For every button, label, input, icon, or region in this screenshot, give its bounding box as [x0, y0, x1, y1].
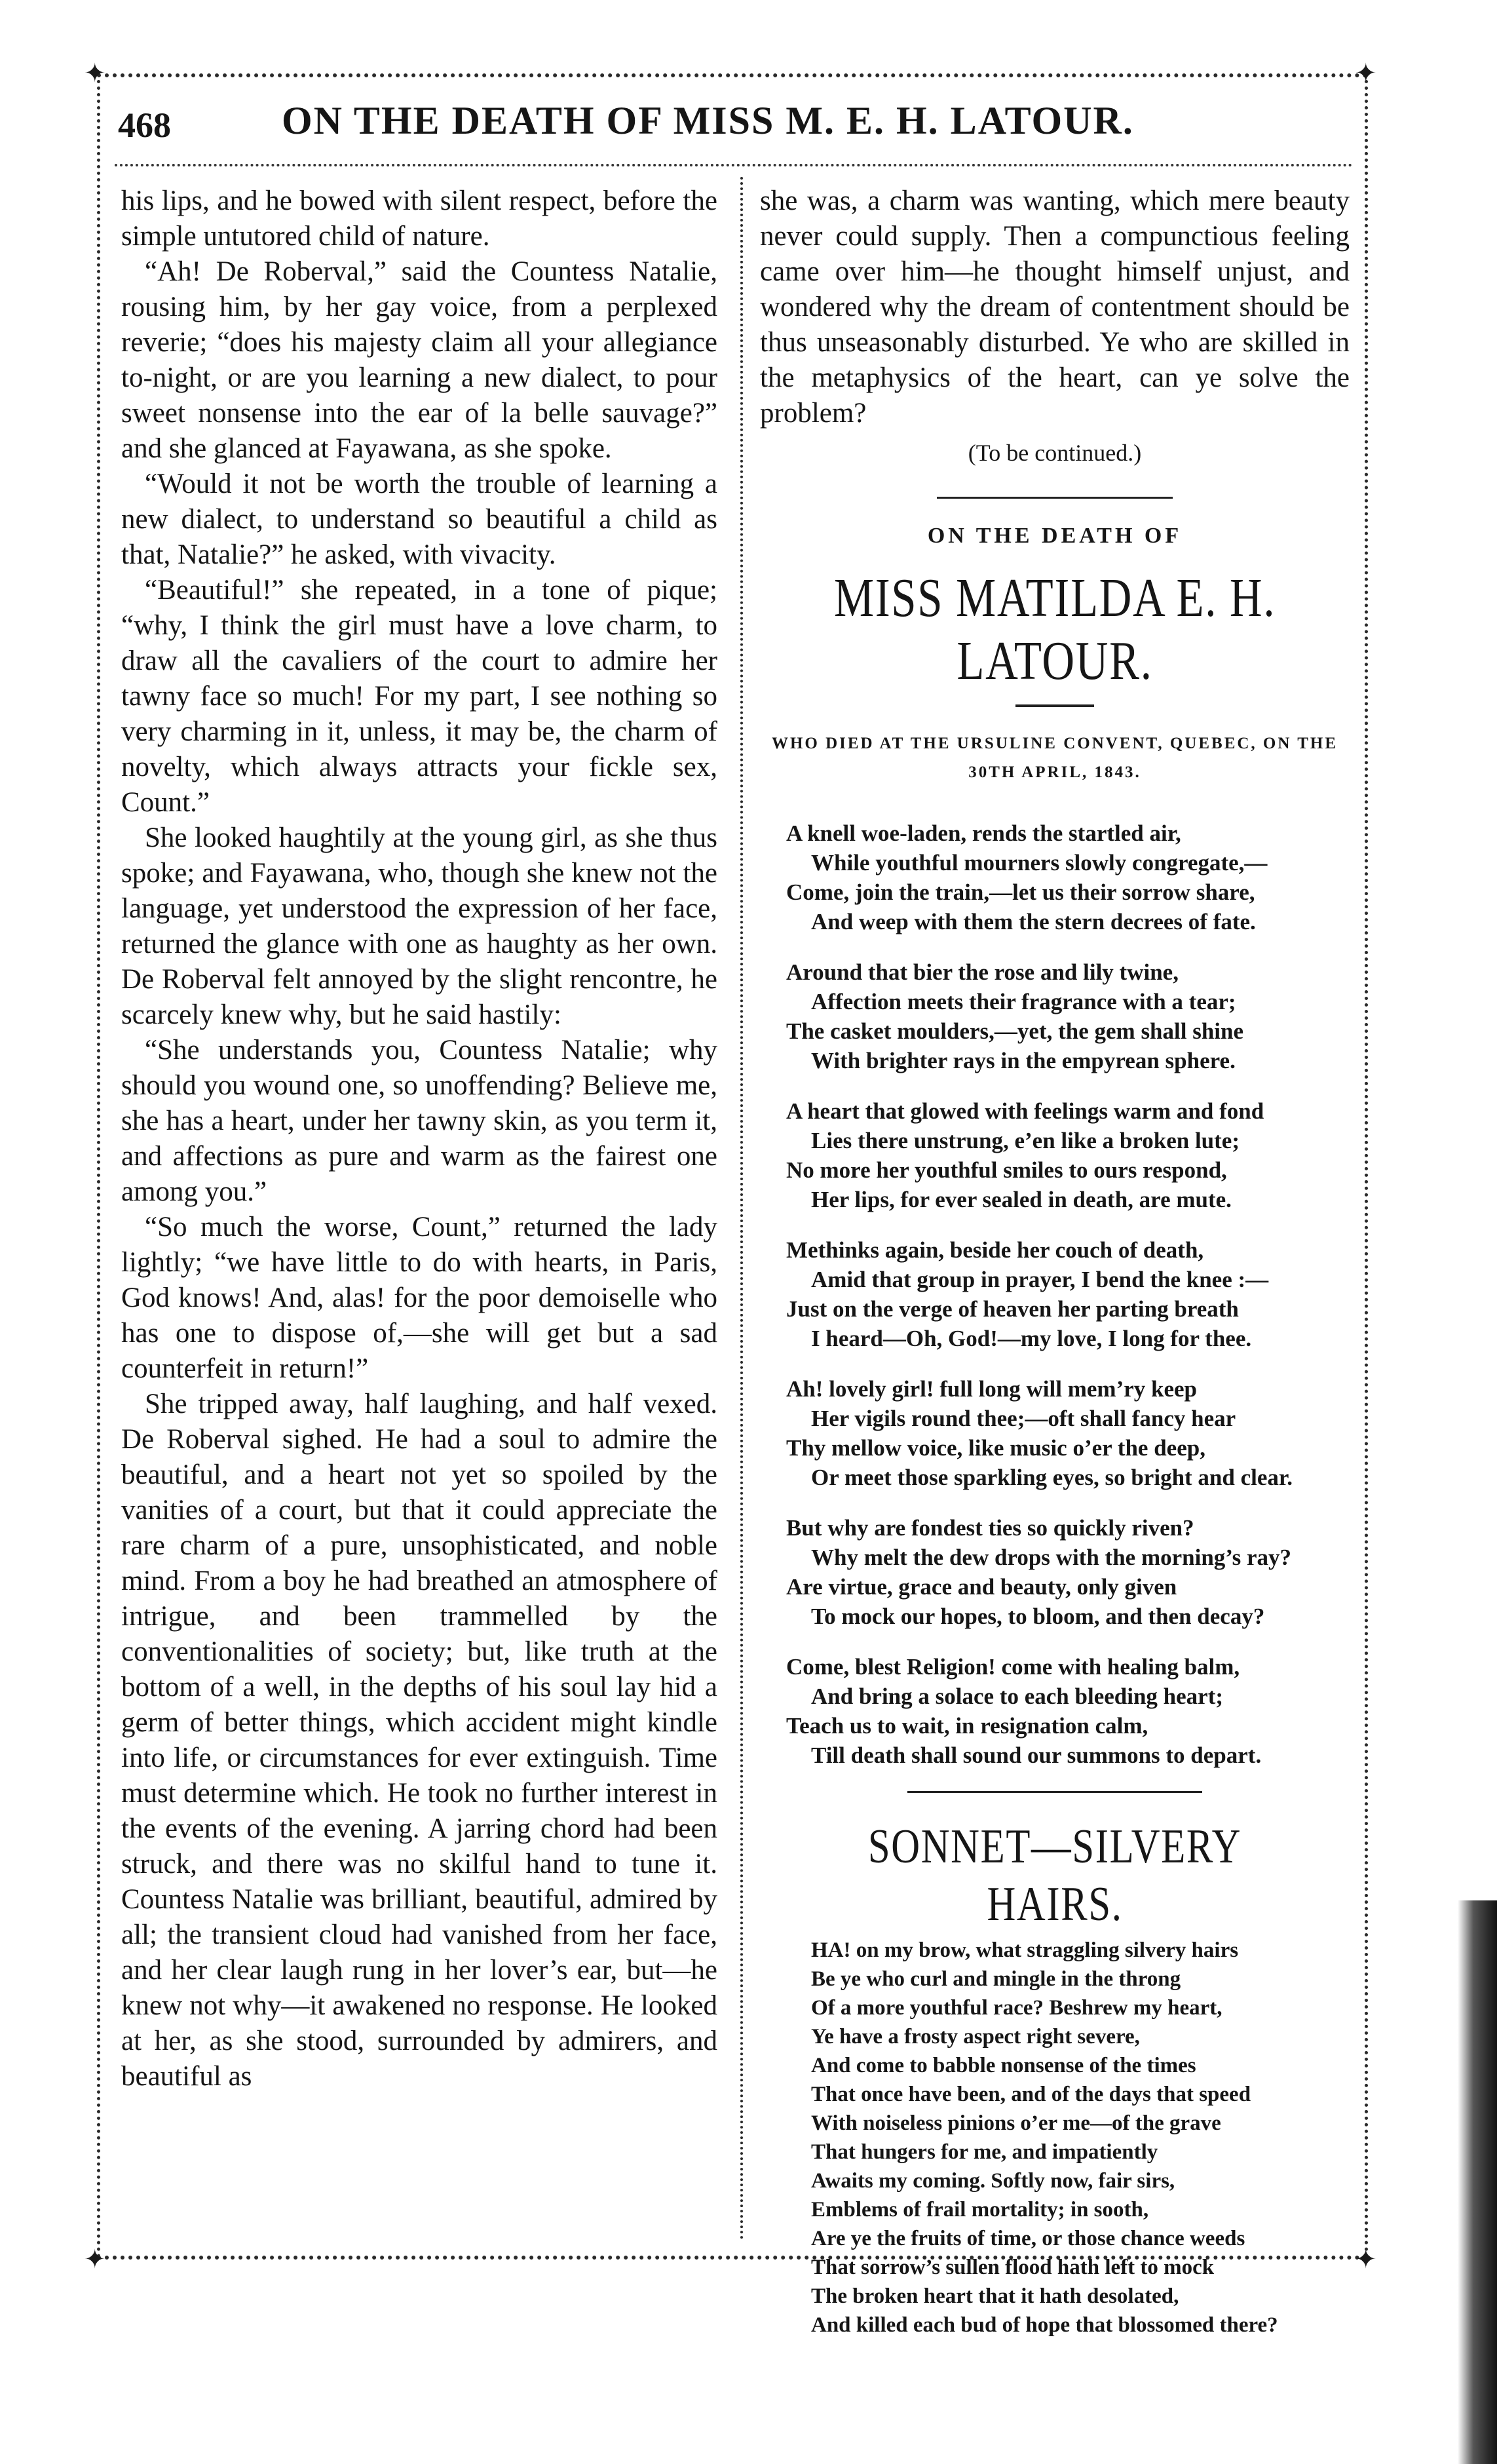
sonnet-line: The broken heart that it hath desolated, — [811, 2284, 1179, 2308]
poem-line: Teach us to wait, in resignation calm, — [786, 1713, 1148, 1739]
poem-stanza — [786, 1652, 1350, 1770]
poem-line: Ah! lovely girl! full long will mem’ry keep — [786, 1376, 1198, 1402]
poem-line: Her lips, for ever sealed in death, are mute. — [811, 1187, 1232, 1212]
poem-stanzas — [760, 818, 1350, 1770]
paragraph: She tripped away, half laughing, and half vexed. De Roberval sighed. He had a soul to admire the beautiful, and a heart not yet so spoiled by the vanities of a court, but that it could appreciate the rare charm of a pure, unsophisticated, and noble mind. From a boy he had breathed an atmosphere of intrigue, and been trammelled by the conventionalities of society; but, like truth at the bottom of a well, in the depths of his soul lay hid a germ of better things, which accident might kindle into life, or circumstances for ever extinguish. Time must determine which. He took no further interest in the events of the evening. A jarring chord had been struck, and there was no skilful hand to tune it. Countess Natalie was brilliant, beautiful, admired by all; the transient cloud had vanished from her face, and her clear laugh rung in her lover’s ear, but—he knew not why—it awakened no response. He looked at her, as she stood, surrounded by admirers, and beautiful as — [121, 1389, 717, 2092]
sonnet-line: Be ye who curl and mingle in the throng — [811, 1967, 1181, 1991]
poem-line: Till death shall sound our summons to depart. — [811, 1742, 1262, 1768]
poem-stanza — [786, 1513, 1350, 1631]
title-rule — [1015, 704, 1094, 707]
sonnet-title: SONNET—SILVERY HAIRS. — [867, 1820, 1242, 1931]
paragraph: “Would it not be worth the trouble of learning a new dialect, to understand so beautiful a child as that, Natalie?” he asked, with vivacity. — [121, 469, 717, 570]
poem-title: MISS MATILDA E. H. LATOUR. — [833, 568, 1276, 691]
poem-line: The casket moulders,—yet, the gem shall shine — [786, 1018, 1244, 1044]
poem-line: Come, join the train,—let us their sorrow share, — [786, 879, 1255, 905]
sonnet-line: And killed each bud of hope that blossomed there? — [811, 2313, 1278, 2337]
poem-line: Around that bier the rose and lily twine, — [786, 959, 1179, 985]
sonnet-line: That once have been, and of the days that speed — [811, 2083, 1251, 2106]
sonnet-line: HA! on my brow, what straggling silvery hairs — [811, 1938, 1239, 1962]
poem-line: I heard—Oh, God!—my love, I long for thee. — [811, 1326, 1252, 1351]
corner-ornament-icon: ✦ — [1355, 58, 1377, 88]
sonnet-body — [811, 1936, 1350, 2339]
paragraph: She looked haughtily at the young girl, as she thus spoke; and Fayawana, who, though she knew not the language, yet understood the expression of her face, returned the glance with one as haughty as her own. De Roberval felt annoyed by the slight rencontre, he scarcely knew why, but he said hastily: — [121, 822, 717, 1030]
poem-subtitle-line: 30TH APRIL, 1843. — [968, 763, 1141, 781]
poem-line: Lies there unstrung, e’en like a broken lute; — [811, 1128, 1240, 1153]
poem-line: No more her youthful smiles to ours respond, — [786, 1157, 1227, 1183]
paragraph: “She understands you, Countess Natalie; why should you wound one, so unoffending? Believe me, she has a heart, under her tawny skin, as you term it, and affections as pure and warm as the fairest one among you.” — [121, 1035, 717, 1207]
poem-line: A knell woe-laden, rends the startled air, — [786, 820, 1181, 846]
paragraph: his lips, and he bowed with silent respect, before the simple untutored child of nature. — [121, 185, 717, 252]
poem-subtitle — [760, 729, 1350, 787]
paragraph: “So much the worse, Count,” returned the lady lightly; “we have little to do with hearts, in Paris, God knows! And, alas! for the poor demoiselle who has one to dispose of,—she will get but a sad counterfeit in return!” — [121, 1212, 717, 1384]
paragraph: “Beautiful!” she repeated, in a tone of pique; “why, I think the girl must have a love charm, to draw all the cavaliers of the court to admire her tawny face so much! For my part, I see nothing so very charming in it, unless, it may be, the charm of novelty, which always attracts your fickle sex, Count.” — [121, 575, 717, 818]
poem-stanza — [786, 818, 1350, 936]
to-be-continued: (To be continued.) — [968, 440, 1142, 466]
sonnet-line: And come to babble nonsense of the times — [811, 2054, 1196, 2077]
header-rule — [115, 164, 1353, 166]
sonnet-line: Are ye the fruits of time, or those chance weeds — [811, 2227, 1245, 2250]
poem-line: Or meet those sparkling eyes, so bright and clear. — [811, 1465, 1293, 1490]
poem-line: With brighter rays in the empyrean sphere. — [811, 1048, 1236, 1073]
sonnet-line: That sorrow’s sullen flood hath left to mock — [811, 2256, 1215, 2279]
left-column — [121, 183, 717, 2094]
sonnet-line: Emblems of frail mortality; in sooth, — [811, 2198, 1149, 2222]
right-column — [760, 183, 1350, 2339]
poem-line: Amid that group in prayer, I bend the knee :— — [811, 1267, 1269, 1292]
poem-line: And weep with them the stern decrees of fate. — [811, 909, 1256, 934]
poem-line: Are virtue, grace and beauty, only given — [786, 1574, 1177, 1600]
poem-line: Methinks again, beside her couch of death, — [786, 1237, 1204, 1263]
poem-line: And bring a solace to each bleeding heart; — [811, 1684, 1224, 1709]
column-divider — [740, 177, 743, 2241]
page-number: 468 — [118, 106, 171, 145]
poem-line: While youthful mourners slowly congregate,— — [811, 850, 1268, 876]
poem-line: A heart that glowed with feelings warm and fond — [786, 1098, 1264, 1124]
poem-kicker: ON THE DEATH OF — [927, 524, 1183, 548]
corner-ornament-icon: ✦ — [1355, 2244, 1377, 2274]
sonnet-line: With noiseless pinions o’er me—of the grave — [811, 2111, 1221, 2135]
story-continuation: she was, a charm was wanting, which mere beauty never could supply. Then a compunctious feeling came over him—he thought himself unjust, and wondered why the dream of contentment should be thus unseasonably disturbed. Ye who are skilled in the metaphysics of the heart, can ye solve the problem? — [760, 185, 1350, 429]
poem-line: To mock our hopes, to bloom, and then decay? — [811, 1604, 1265, 1629]
poem-line: Her vigils round thee;—oft shall fancy hear — [811, 1406, 1236, 1431]
sonnet-line: Ye have a frosty aspect right severe, — [811, 2025, 1140, 2049]
poem-line: Come, blest Religion! come with healing balm, — [786, 1654, 1240, 1680]
poem-stanza — [786, 1096, 1350, 1214]
running-title: ON THE DEATH OF MISS M. E. H. LATOUR. — [282, 99, 1134, 142]
book-spine-shadow — [1458, 1900, 1497, 2464]
poem-line: Affection meets their fragrance with a tear; — [811, 989, 1236, 1014]
poem-line: Just on the verge of heaven her parting breath — [786, 1296, 1239, 1322]
poem-subtitle-line: WHO DIED AT THE URSULINE CONVENT, QUEBEC, ON THE — [771, 735, 1338, 752]
sonnet-line: Of a more youthful race? Beshrew my heart, — [811, 1996, 1222, 2020]
sonnet-line: That hungers for me, and impatiently — [811, 2140, 1158, 2164]
sonnet-line: Awaits my coming. Softly now, fair sirs, — [811, 2169, 1175, 2193]
poem-line: Thy mellow voice, like music o’er the deep, — [786, 1435, 1205, 1461]
poem-line: Why melt the dew drops with the morning’s ray? — [811, 1545, 1292, 1570]
corner-ornament-icon: ✦ — [84, 2244, 106, 2274]
poem-stanza — [786, 957, 1350, 1075]
section-rule — [907, 1791, 1202, 1793]
paragraph: “Ah! De Roberval,” said the Countess Natalie, rousing him, by her gay voice, from a perplexed reverie; “does his majesty claim all your allegiance to-night, or are you learning a new dialect, to pour sweet nonsense into the ear of la belle sauvage?” and she glanced at Fayawana, as she spoke. — [121, 256, 717, 464]
poem-stanza — [786, 1374, 1350, 1492]
section-rule — [937, 497, 1173, 499]
poem-stanza — [786, 1235, 1350, 1353]
poem-line: But why are fondest ties so quickly riven? — [786, 1515, 1194, 1541]
corner-ornament-icon: ✦ — [84, 58, 106, 88]
